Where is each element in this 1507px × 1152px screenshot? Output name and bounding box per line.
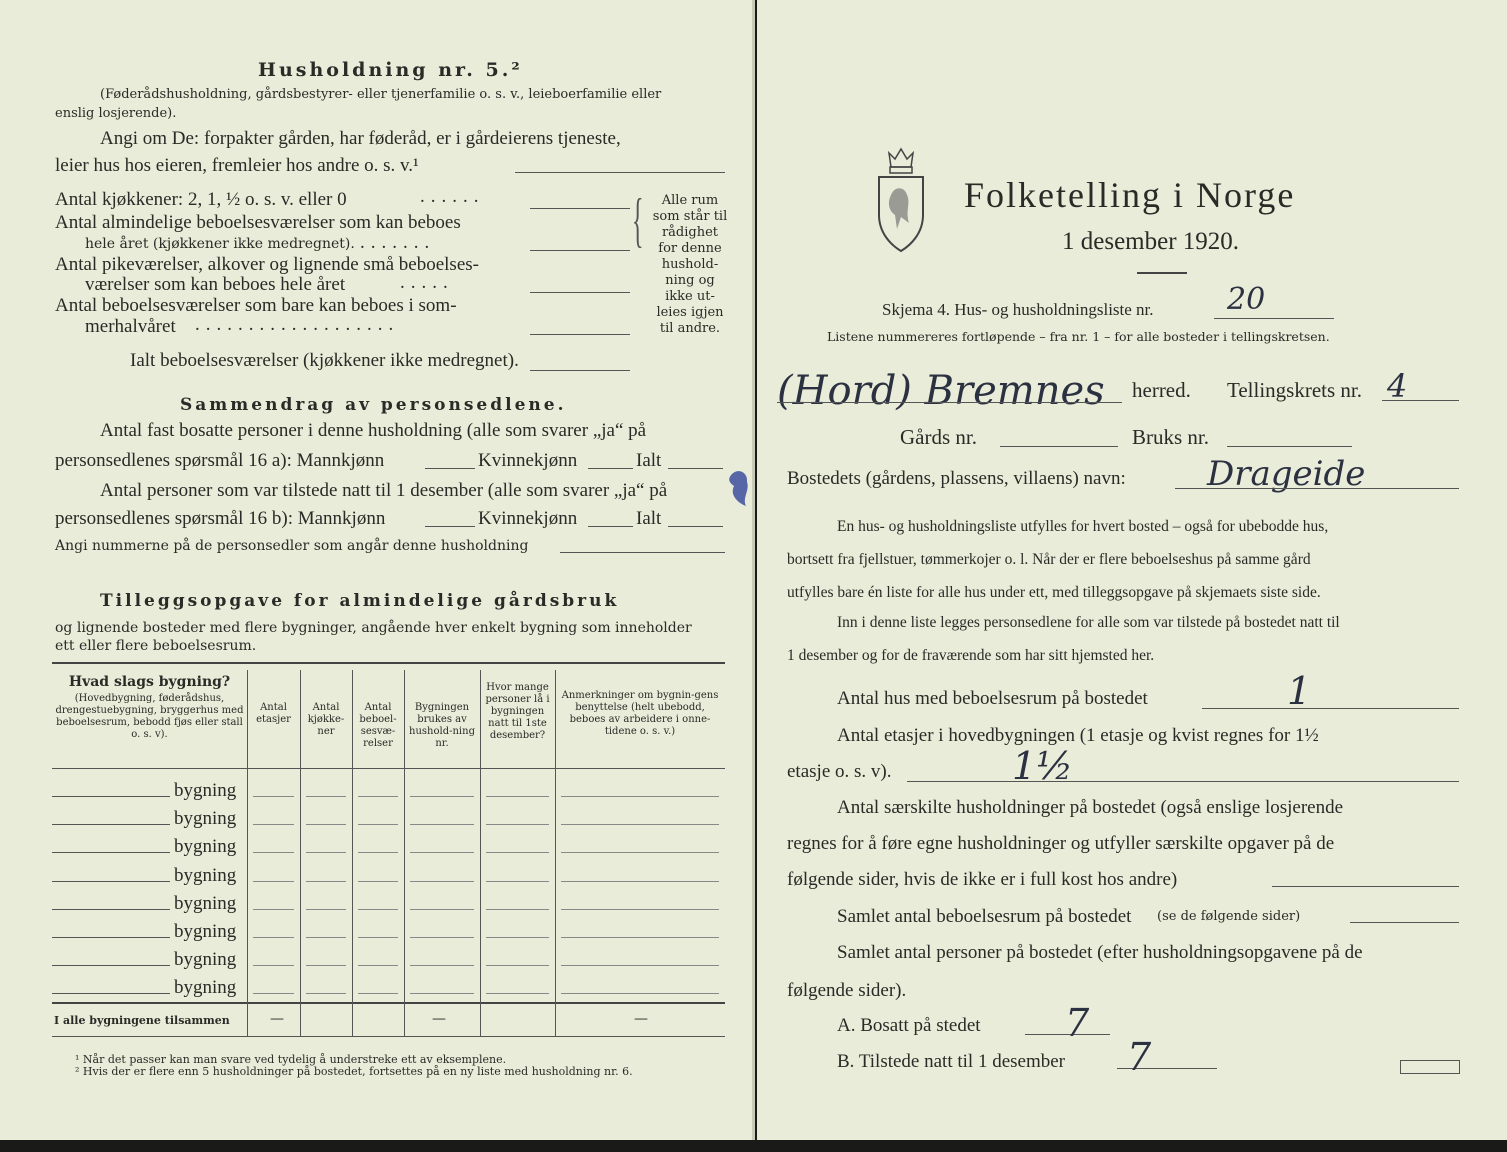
beboelsesrum-line: [1350, 922, 1459, 923]
instruction-line: 1 desember og for de fraværende som har sitt hjemsted her.: [787, 647, 1155, 664]
table-cell-line: [410, 937, 474, 938]
bygning-name-line: [52, 937, 170, 938]
table-cell-line: [306, 796, 346, 797]
husholdninger-line: [1272, 886, 1459, 887]
table-cell-line: [358, 852, 398, 853]
maid-answer: [530, 292, 630, 293]
hus-value: 1: [1287, 669, 1312, 713]
bosatt-value: 7: [1065, 1001, 1090, 1045]
rooms-note-line: Alle rum: [661, 193, 719, 208]
resident-women-answer: [588, 468, 633, 469]
census-date: 1 desember 1920.: [1062, 228, 1240, 255]
table-cell-line: [410, 796, 474, 797]
table-cell-line: [561, 852, 719, 853]
ordinary-rooms-label-cont: hele året (kjøkkener ikke medregnet).: [85, 236, 355, 252]
present-men-answer: [425, 526, 475, 527]
personer-label-cont: følgende sider).: [787, 980, 907, 1001]
building-table: [52, 662, 725, 1037]
instruction-line: utfylles bare én liste for alle hus under ett, med tilleggsopgave på skjemaets siste side.: [787, 584, 1321, 601]
title-rule: [1137, 272, 1187, 274]
schema-number-line: [1214, 318, 1334, 319]
col-header-5: Anmerkninger om bygnin-gens benyttelse (helt ubebodd, beboes av arbeidere i onne-tidene o. s. v.): [561, 690, 719, 737]
table-cell-line: [306, 965, 346, 966]
table-cell-line: [253, 796, 294, 797]
angi-nummerne-text: Angi nummerne på de personsedler som angår denne husholdning: [55, 538, 529, 554]
beboelsesrum-note: (se de følgende sider): [1157, 909, 1301, 924]
bosted-name: Drageide: [1207, 454, 1366, 494]
beboelsesrum-label: Samlet antal beboelsesrum på bostedet: [837, 906, 1132, 927]
tilstede-label: B. Tilstede natt til 1 desember: [837, 1051, 1065, 1072]
maid-rooms-label: Antal pikeværelser, alkover og lignende små beboelses-: [55, 254, 479, 275]
table-cell-line: [253, 993, 294, 994]
tilstede-value: 7: [1127, 1035, 1152, 1079]
ink-blot: [728, 468, 752, 508]
rooms-note-line: ning og: [665, 273, 715, 288]
col-building-type-header: [52, 674, 247, 741]
maid-rooms-label-cont: værelser som kan beboes hele året: [85, 274, 346, 295]
brace: {: [632, 187, 644, 253]
bygning-name-line: [52, 796, 170, 797]
table-cell-line: [306, 993, 346, 994]
table-column-rule: [352, 670, 353, 1036]
coat-of-arms-icon: [875, 145, 927, 253]
col-header-3: Bygningen brukes av hushold-ning nr.: [409, 702, 475, 749]
instruction-line: En hus- og husholdningsliste utfylles for hvert bosted – også for ubebodde hus,: [837, 518, 1329, 535]
instruction-line: Inn i denne liste legges personsedlene for alle som var tilstede på bostedet natt til: [837, 614, 1340, 631]
maid-dots: .....: [400, 272, 454, 293]
summary-resident-men-label: personsedlenes spørsmål 16 a): Mannkjønn: [55, 450, 385, 471]
table-cell-line: [306, 852, 346, 853]
resident-women-label: Kvinnekjønn: [478, 450, 578, 471]
table-cell-line: [358, 909, 398, 910]
table-cell-line: [486, 937, 549, 938]
table-cell-line: [410, 824, 474, 825]
gards-label: Gårds nr.: [900, 425, 977, 449]
rooms-note-line: for denne: [658, 241, 722, 256]
table-cell-line: [561, 993, 719, 994]
table-column-rule: [480, 670, 481, 1036]
kitchens-dots: ......: [420, 186, 485, 207]
table-cell-line: [358, 937, 398, 938]
bosted-line: [1175, 488, 1459, 489]
col-header-1: Antal kjøkke-ner: [307, 702, 345, 737]
table-cell-line: [253, 909, 294, 910]
rooms-note-line: hushold-: [661, 257, 719, 272]
schema-label: Skjema 4. Hus- og husholdningsliste nr.: [882, 300, 1154, 319]
husholdninger-label-cont: regnes for å føre egne husholdninger og utfyller særskilte opgaver på de: [787, 833, 1335, 854]
table-bottom-rule: [52, 1036, 725, 1037]
kitchens-label: Antal kjøkkener: 2, 1, ½ o. s. v. eller 0: [55, 189, 347, 210]
present-total-answer: [668, 526, 723, 527]
bruks-label: Bruks nr.: [1132, 425, 1210, 449]
kitchens-answer: [530, 208, 630, 209]
table-cell-line: [306, 881, 346, 882]
summer-dots: ...................: [195, 314, 400, 335]
supplement-subtitle-cont: ett eller flere beboelsesrum.: [55, 638, 257, 654]
rooms-note: [650, 193, 730, 337]
bruks-line: [1227, 446, 1352, 447]
angi-answer-line: [515, 172, 725, 173]
present-women-label: Kvinnekjønn: [478, 508, 578, 529]
household-intro-cont: enslig losjerende).: [55, 106, 177, 121]
table-cell-line: [486, 824, 549, 825]
bygning-row-label: bygning: [174, 977, 237, 999]
bygning-row-label: bygning: [174, 892, 237, 914]
table-cell-line: [410, 965, 474, 966]
herred-name: (Hord) Bremnes: [777, 368, 1105, 414]
summary-resident-text: Antal fast bosatte personer i denne husholdning (alle som svarer „ja“ på: [100, 420, 647, 441]
table-cell-line: [253, 937, 294, 938]
table-cell-line: [306, 909, 346, 910]
husholdninger-label-end: følgende sider, hvis de ikke er i full kost hos andre): [787, 869, 1178, 890]
summary-present-men-label: personsedlenes spørsmål 16 b): Mannkjønn: [55, 508, 386, 529]
table-cell-line: [561, 965, 719, 966]
bosted-label: Bostedets (gårdens, plassens, villaens) navn:: [787, 468, 1126, 489]
table-cell-line: [486, 881, 549, 882]
herred-label: herred.: [1132, 378, 1191, 402]
rooms-note-line: ikke ut-: [665, 289, 715, 304]
bosatt-label: A. Bosatt på stedet: [837, 1015, 981, 1036]
krets-number: 4: [1387, 367, 1408, 405]
col-building-type-sub: (Hovedbygning, føderådshus, drengestuebygning, bryggerhus med beboelsesrum, bebodd fjøs eller stall o. s. v).: [55, 692, 244, 740]
table-cell-line: [253, 965, 294, 966]
total-dash-anmerk: —: [634, 1011, 648, 1027]
present-total-label: Ialt: [636, 508, 662, 529]
table-cell-line: [253, 881, 294, 882]
angi-nummerne-answer: [560, 552, 725, 553]
household-title: Husholdning nr. 5.²: [258, 59, 523, 81]
ordinary-dots: .......: [360, 232, 436, 253]
etasjer-value: 1½: [1012, 744, 1074, 788]
schema-number: 20: [1227, 282, 1266, 317]
bygning-row-label: bygning: [174, 780, 237, 801]
total-rule: [52, 1002, 725, 1004]
husholdninger-label: Antal særskilte husholdninger på bostedet (også enslige losjerende: [837, 797, 1344, 818]
bygning-row-label: bygning: [174, 836, 237, 858]
table-cell-line: [358, 965, 398, 966]
bygning-name-line: [52, 965, 170, 966]
table-cell-line: [561, 909, 719, 910]
bygning-row-label: bygning: [174, 864, 237, 886]
footnote-1: ¹ Når det passer kan man svare ved tydelig å understreke ett av eksemplene.: [75, 1053, 507, 1066]
summary-title: Sammendrag av personsedlene.: [180, 395, 567, 415]
hus-line: [1202, 708, 1459, 709]
summer-rooms-label-cont: merhalvåret: [85, 316, 176, 337]
rooms-note-line: rådighet: [661, 225, 719, 240]
printer-stamp: [1400, 1060, 1460, 1074]
ordinary-answer: [530, 250, 630, 251]
table-cell-line: [253, 824, 294, 825]
summary-present-text: Antal personer som var tilstede natt til 1 desember (alle som svarer „ja“ på: [100, 480, 668, 501]
instruction-line: bortsett fra fjellstuer, tømmerkojer o. l. Når der er flere beboelseshus på samme gård: [787, 551, 1311, 568]
hus-label: Antal hus med beboelsesrum på bostedet: [837, 688, 1148, 709]
right-page: [757, 0, 1507, 1140]
table-cell-line: [410, 993, 474, 994]
rooms-note-line: til andre.: [659, 321, 721, 336]
total-label: I alle bygningene tilsammen: [54, 1014, 230, 1027]
personer-label: Samlet antal personer på bostedet (efter husholdningsopgavene på de: [837, 942, 1363, 963]
table-cell-line: [561, 881, 719, 882]
summer-rooms-label: Antal beboelsesværelser som bare kan beboes i som-: [55, 295, 457, 316]
total-rooms-label: Ialt beboelsesværelser (kjøkkener ikke medregnet).: [130, 350, 519, 371]
bygning-name-line: [52, 993, 170, 994]
bygning-row-label: bygning: [174, 949, 237, 971]
table-cell-line: [486, 909, 549, 910]
household-intro: (Føderådshusholdning, gårdsbestyrer- eller tjenerfamilie o. s. v., leieboerfamilie eller: [100, 87, 662, 102]
total-rooms-answer: [530, 370, 630, 371]
table-cell-line: [358, 881, 398, 882]
table-cell-line: [486, 965, 549, 966]
herred-line: [777, 402, 1122, 403]
krets-line: [1382, 400, 1459, 401]
col-header-2: Antal beboel-sesvæ-relser: [359, 702, 397, 749]
table-cell-line: [358, 824, 398, 825]
bygning-name-line: [52, 852, 170, 853]
table-cell-line: [306, 937, 346, 938]
table-cell-line: [410, 852, 474, 853]
etasjer-label-cont: etasje o. s. v).: [787, 761, 892, 782]
etasjer-line: [907, 781, 1459, 782]
col-building-type-title: Hvad slags bygning?: [68, 674, 231, 690]
left-page: [0, 0, 755, 1140]
resident-men-answer: [425, 468, 475, 469]
angi-line-cont: leier hus hos eieren, fremleier hos andre o. s. v.¹: [55, 155, 419, 176]
table-column-rule: [247, 670, 248, 1036]
total-dash-hushold: —: [432, 1011, 446, 1027]
table-cell-line: [410, 909, 474, 910]
rooms-note-line: leies igjen: [656, 305, 724, 320]
etasjer-label: Antal etasjer i hovedbygningen (1 etasje og kvist regnes for 1½: [837, 725, 1319, 746]
table-column-rule: [555, 670, 556, 1036]
table-cell-line: [253, 852, 294, 853]
bygning-name-line: [52, 881, 170, 882]
gards-line: [1000, 446, 1118, 447]
present-women-answer: [588, 526, 633, 527]
table-cell-line: [561, 824, 719, 825]
angi-line: Angi om De: forpakter gården, har føderåd, er i gårdeierens tjeneste,: [100, 128, 621, 149]
table-top-rule: [52, 662, 725, 664]
table-cell-line: [486, 852, 549, 853]
krets-label: Tellingskrets nr.: [1227, 378, 1363, 402]
bygning-name-line: [52, 909, 170, 910]
census-title: Folketelling i Norge: [964, 175, 1296, 215]
bygning-row-label: bygning: [174, 808, 237, 830]
rooms-note-line: som står til: [652, 209, 728, 224]
numbering-note: Listene nummereres fortløpende – fra nr. 1 – for alle bosteder i tellingskretsen.: [827, 329, 1330, 344]
table-cell-line: [486, 796, 549, 797]
col-header-4: Hvor mange personer lå i bygningen natt til 1ste desember?: [485, 682, 550, 741]
table-cell-line: [410, 881, 474, 882]
table-cell-line: [358, 993, 398, 994]
total-dash-etasjer: —: [270, 1011, 284, 1027]
col-header-0: Antal etasjer: [256, 702, 291, 725]
footnote-2: ² Hvis der er flere enn 5 husholdninger på bostedet, fortsettes på en ny liste med husholdning nr. 6.: [75, 1065, 633, 1078]
header-rule: [52, 768, 725, 769]
summer-answer: [530, 334, 630, 335]
table-column-rule: [300, 670, 301, 1036]
resident-total-label: Ialt: [636, 450, 662, 471]
table-cell-line: [561, 937, 719, 938]
table-cell-line: [561, 796, 719, 797]
table-cell-line: [358, 796, 398, 797]
resident-total-answer: [668, 468, 723, 469]
table-column-rule: [404, 670, 405, 1036]
supplement-subtitle: og lignende bosteder med flere bygninger, angående hver enkelt bygning som inneholder: [55, 620, 692, 636]
table-cell-line: [486, 993, 549, 994]
ordinary-rooms-label: Antal almindelige beboelsesværelser som kan beboes: [55, 212, 461, 233]
bygning-name-line: [52, 824, 170, 825]
table-cell-line: [306, 824, 346, 825]
supplement-title: Tilleggsopgave for almindelige gårdsbruk: [100, 591, 620, 611]
bygning-row-label: bygning: [174, 921, 237, 942]
